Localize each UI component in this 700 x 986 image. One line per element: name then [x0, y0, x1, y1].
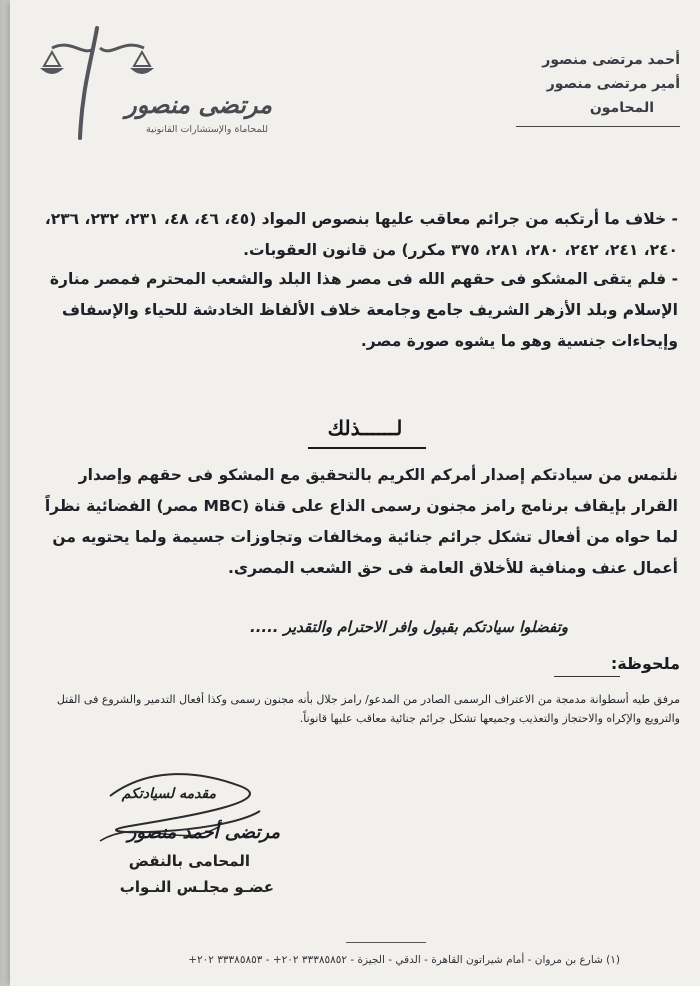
note-underline — [554, 676, 620, 677]
lawyers-title: المحامون — [589, 100, 654, 116]
firm-subtitle: للمحاماة والإستشارات القانونية — [146, 124, 268, 135]
lawyers-block — [480, 48, 680, 120]
paragraph-penal-articles: - خلاف ما أرتكبه من جرائم معاقب عليها بنصوص المواد (٤٥، ٤٦، ٤٨، ٢٣١، ٢٣٢، ٢٣٦، ٢٤٠، ٢٤١، ٢٤٢، ٢٨٠، ٢٨١، ٣٧٥ مكرر) من قانون العقوبات. — [44, 210, 678, 259]
signatory-role: المحامى بالنقض — [128, 852, 250, 870]
paragraph-egypt-image: - فلم يتقى المشكو فى حقهم الله فى مصر هذا البلد والشعب المحترم فمصر منارة الإسلام وبلد الأزهر الشريف جامع وجامعة خلاف الألفاظ الخادشة للحياء والإسفاف وإيحاءات جنسية وهو ما يشوه صورة مصر. — [49, 270, 678, 350]
signatory-name: مرتضى أحمد منصور — [127, 822, 280, 843]
firm-logo — [22, 18, 272, 143]
note-title: ملحوظة: — [610, 654, 680, 673]
signatory-membership: عضـو مجلـس النـواب — [119, 878, 274, 896]
lawyer-name: أمير مرتضى منصور — [546, 76, 680, 92]
footer-divider — [346, 942, 426, 943]
letter-page — [10, 0, 700, 986]
handwritten-signature — [70, 756, 280, 866]
presented-by: مقدمه لسيادتكم — [121, 786, 216, 802]
note-text: مرفق طيه أسطوانة مدمجة من الاعتراف الرسمى الصادر من المدعو/ رامز جلال بأنه مجنون رسمى وكذا أفعال التدمير والشروع فى القتل والترويع والإكراه والاحتجاز والتعذيب وجميعها تشكل جرائم جنائية معاقب عليها قانوناً. — [56, 693, 680, 725]
section-heading: لــــــذلك — [327, 416, 403, 440]
paragraph-request: نلتمس من سيادتكم إصدار أمركم الكريم بالتحقيق مع المشكو فى حقهم وإصدار القرار بإيقاف برنامج رامز مجنون رسمى الذاع على قناة (MBC مصر) الفضائية نظراً لما حواه من أفعال تشكل جرائم جنائية ومخالفات وتجاوزات جسيمة ولما يحتويه من أعمال عنف ومنافية للأخلاق العامة فى حق الشعب المصرى. — [44, 466, 678, 577]
lawyer-name: أحمد مرتضى منصور — [542, 52, 680, 68]
firm-name: مرتضى منصور — [125, 90, 272, 119]
header-divider — [516, 126, 680, 127]
closing-line: وتفضلوا سيادتكم بقبول وافر الاحترام والتقدير ..... — [250, 618, 568, 636]
heading-underline — [308, 447, 426, 449]
footer-address: (١) شارع بن مروان - أمام شيراتون القاهرة - الدقي - الجيزة - ٣٣٣٨٥٨٥٢ ٢٠٢+ - ٣٣٣٨٥٨٥٣ ٢٠٢+ — [188, 954, 620, 966]
